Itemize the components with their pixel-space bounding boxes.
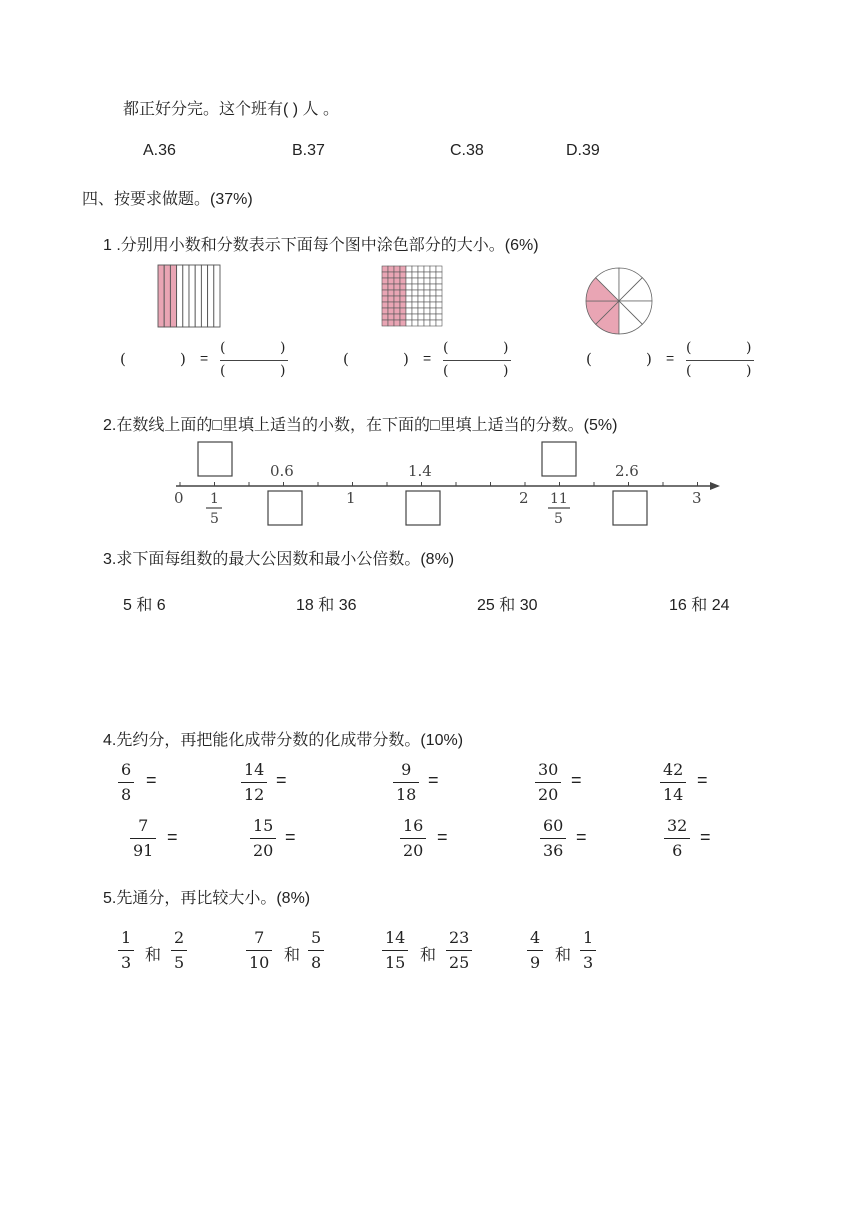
grid-cell: [424, 314, 430, 320]
decimal-box-2[interactable]: [542, 442, 576, 476]
fraction-bar: [393, 782, 419, 783]
denominator: 91: [133, 841, 154, 860]
shaded-strip: [170, 265, 176, 327]
grid-cell: [412, 302, 418, 308]
denominator-close: ): [503, 363, 509, 379]
fraction-bar: [220, 360, 288, 361]
decimal-open: (: [586, 350, 592, 368]
grid-cell: [382, 296, 388, 302]
fraction-bar: [540, 838, 566, 839]
grid-cell: [406, 320, 412, 326]
grid-cell: [418, 290, 424, 296]
prev-question-line: 都正好分完。这个班有( ) 人 。: [123, 101, 339, 118]
fraction-bar: [241, 782, 267, 783]
equals-sign: =: [146, 770, 157, 790]
denominator: 6: [672, 841, 683, 860]
grid-cell: [400, 290, 406, 296]
grid-cell: [406, 302, 412, 308]
option-a[interactable]: A.36: [143, 142, 176, 159]
denominator-open: (: [686, 363, 692, 379]
grid-cell: [400, 272, 406, 278]
fraction-bar: [443, 360, 511, 361]
grid-cell: [400, 308, 406, 314]
grid-cell: [382, 302, 388, 308]
q5-fraction-left: [246, 930, 272, 971]
numerator: 6: [121, 760, 132, 779]
q5-title: 5.先通分，再比较大小。(8%): [103, 890, 311, 907]
grid-cell: [388, 308, 394, 314]
grid-cell: [406, 278, 412, 284]
equals-sign: =: [167, 827, 178, 847]
grid-cell: [388, 296, 394, 302]
numerator: 60: [543, 816, 564, 835]
grid-cell: [406, 296, 412, 302]
label-1-4: 1.4: [408, 462, 432, 480]
grid-cell: [400, 278, 406, 284]
numerator-close: ): [280, 340, 286, 356]
q1-answer-1[interactable]: [120, 340, 290, 384]
q5-fraction-right: [446, 930, 472, 971]
grid-cell: [412, 278, 418, 284]
decimal-open: (: [343, 350, 349, 368]
denominator: 8: [121, 785, 132, 804]
q4-fraction: [393, 762, 419, 803]
grid-cell: [412, 272, 418, 278]
grid-cell: [412, 308, 418, 314]
grid-cell: [394, 266, 400, 272]
grid-cell: [424, 320, 430, 326]
grid-cell: [430, 308, 436, 314]
int-2: 2: [519, 489, 529, 507]
numerator: 30: [538, 760, 559, 779]
grid-cell: [412, 314, 418, 320]
denominator: 36: [543, 841, 564, 860]
q3-pair-1: 5 和 6: [123, 597, 166, 614]
grid-cell: [418, 296, 424, 302]
numerator: 5: [311, 928, 322, 947]
equals-sign: =: [285, 827, 296, 847]
grid-cell: [388, 272, 394, 278]
grid-cell: [436, 308, 442, 314]
decimal-open: (: [120, 350, 126, 368]
q5-fraction-right: [171, 930, 187, 971]
option-c[interactable]: C.38: [450, 142, 484, 159]
grid-cell: [436, 296, 442, 302]
grid-cell: [388, 266, 394, 272]
denominator: 12: [244, 785, 265, 804]
number-line: [170, 438, 730, 530]
numerator: 32: [667, 816, 688, 835]
grid-cell: [394, 278, 400, 284]
strip: [201, 265, 207, 327]
grid-cell: [430, 266, 436, 272]
grid-cell: [418, 272, 424, 278]
fraction-bar: [250, 838, 276, 839]
fraction-bar: [527, 950, 543, 951]
grid-cell: [430, 278, 436, 284]
denominator: 20: [253, 841, 274, 860]
grid-cell: [406, 314, 412, 320]
denominator-open: (: [220, 363, 226, 379]
fraction-bar: [246, 950, 272, 951]
numerator: 14: [385, 928, 406, 947]
grid-cell: [394, 302, 400, 308]
int-0: 0: [174, 489, 184, 507]
numerator: 1: [121, 928, 132, 947]
and-word: 和: [284, 947, 301, 964]
grid-cell: [400, 314, 406, 320]
q3-title: 3.求下面每组数的最大公因数和最小公倍数。(8%): [103, 551, 455, 568]
grid-cell: [436, 266, 442, 272]
denominator: 3: [583, 953, 594, 972]
grid-cell: [430, 296, 436, 302]
q2-title: 2.在数线上面的□里填上适当的小数，在下面的□里填上适当的分数。(5%): [103, 417, 618, 434]
grid-cell: [436, 314, 442, 320]
grid-cell: [388, 302, 394, 308]
q4-fraction: [660, 762, 686, 803]
numerator: 15: [253, 816, 274, 835]
numerator: 42: [663, 760, 684, 779]
fraction-bar: [580, 950, 596, 951]
grid-cell: [424, 302, 430, 308]
q1-figure-grid: [381, 265, 443, 329]
fraction-bar: [660, 782, 686, 783]
grid-cell: [424, 266, 430, 272]
grid-cell: [388, 290, 394, 296]
grid-cell: [436, 272, 442, 278]
q4-fraction: [250, 818, 276, 859]
grid-cell: [394, 290, 400, 296]
equals-sign: =: [428, 770, 439, 790]
grid-cell: [406, 308, 412, 314]
q1-answer-3[interactable]: [586, 340, 756, 384]
fraction-bar: [118, 950, 134, 951]
and-word: 和: [555, 947, 572, 964]
grid-cell: [436, 320, 442, 326]
q1-title: 1 .分别用小数和分数表示下面每个图中涂色部分的大小。(6%): [103, 237, 539, 254]
equals-sign: =: [666, 350, 675, 366]
denominator: 9: [530, 953, 541, 972]
q4-fraction: [535, 762, 561, 803]
numerator: 7: [254, 928, 265, 947]
strip: [208, 265, 214, 327]
fraction-box-1[interactable]: [268, 491, 302, 525]
frac2-den: 5: [554, 511, 563, 527]
fraction-bar: [400, 838, 426, 839]
fraction-bar: [118, 782, 134, 783]
int-1: 1: [346, 489, 356, 507]
denominator: 10: [249, 953, 270, 972]
denominator: 3: [121, 953, 132, 972]
grid-cell: [424, 278, 430, 284]
equals-sign: =: [700, 827, 711, 847]
grid-cell: [382, 278, 388, 284]
grid-cell: [430, 284, 436, 290]
q1-answer-2[interactable]: [343, 340, 513, 384]
numerator: 7: [138, 816, 149, 835]
q4-fraction: [130, 818, 156, 859]
grid-cell: [394, 272, 400, 278]
denominator: 25: [449, 953, 470, 972]
shaded-strip: [164, 265, 170, 327]
grid-cell: [406, 272, 412, 278]
grid-cell: [412, 320, 418, 326]
grid-cell: [418, 266, 424, 272]
denominator: 8: [311, 953, 322, 972]
int-3: 3: [692, 489, 702, 507]
grid-cell: [382, 266, 388, 272]
q5-fraction-left: [118, 930, 134, 971]
decimal-close: ): [646, 350, 652, 368]
grid-cell: [382, 290, 388, 296]
denominator: 20: [403, 841, 424, 860]
q3-pair-4: 16 和 24: [669, 597, 730, 614]
fraction-bar: [308, 950, 324, 951]
grid-cell: [394, 308, 400, 314]
grid-cell: [400, 320, 406, 326]
grid-cell: [400, 296, 406, 302]
q4-fraction: [118, 762, 134, 803]
denominator-open: (: [443, 363, 449, 379]
option-b[interactable]: B.37: [292, 142, 325, 159]
numerator: 16: [403, 816, 424, 835]
fraction-box-2[interactable]: [406, 491, 440, 525]
fraction-box-3[interactable]: [613, 491, 647, 525]
q4-fraction: [241, 762, 267, 803]
option-d[interactable]: D.39: [566, 142, 600, 159]
fraction-bar: [130, 838, 156, 839]
grid-cell: [406, 284, 412, 290]
denominator-close: ): [280, 363, 286, 379]
grid-cell: [430, 272, 436, 278]
grid-cell: [418, 278, 424, 284]
grid-cell: [394, 314, 400, 320]
label-0-6: 0.6: [270, 462, 294, 480]
grid-cell: [418, 284, 424, 290]
numerator: 9: [401, 760, 412, 779]
q5-fraction-left: [527, 930, 543, 971]
grid-cell: [382, 308, 388, 314]
equals-sign: =: [571, 770, 582, 790]
denominator: 20: [538, 785, 559, 804]
grid-cell: [424, 272, 430, 278]
denominator: 5: [174, 953, 185, 972]
equals-sign: =: [437, 827, 448, 847]
decimal-close: ): [180, 350, 186, 368]
frac1-den: 5: [210, 511, 219, 527]
equals-sign: =: [200, 350, 209, 366]
and-word: 和: [145, 947, 162, 964]
strip: [189, 265, 195, 327]
numerator: 4: [530, 928, 541, 947]
fraction-bar: [664, 838, 690, 839]
equals-sign: =: [276, 770, 287, 790]
grid-cell: [382, 314, 388, 320]
numerator: 14: [244, 760, 265, 779]
equals-sign: =: [697, 770, 708, 790]
denominator: 15: [385, 953, 406, 972]
numerator-open: (: [220, 340, 226, 356]
denominator: 14: [663, 785, 684, 804]
numerator: 1: [583, 928, 594, 947]
equals-sign: =: [423, 350, 432, 366]
q1-figure-circle: [584, 266, 654, 336]
grid-cell: [388, 278, 394, 284]
grid-cell: [424, 308, 430, 314]
fraction-bar: [686, 360, 754, 361]
numerator: 2: [174, 928, 185, 947]
frac1-num: 1: [210, 491, 219, 507]
grid-cell: [430, 290, 436, 296]
q4-fraction: [540, 818, 566, 859]
grid-cell: [436, 284, 442, 290]
grid-cell: [388, 314, 394, 320]
q3-pair-2: 18 和 36: [296, 597, 357, 614]
grid-cell: [406, 290, 412, 296]
grid-cell: [424, 284, 430, 290]
grid-cell: [382, 320, 388, 326]
grid-cell: [418, 314, 424, 320]
grid-cell: [418, 320, 424, 326]
fraction-bar: [382, 950, 408, 951]
grid-cell: [424, 296, 430, 302]
numerator-close: ): [503, 340, 509, 356]
q5-fraction-left: [382, 930, 408, 971]
q4-fraction: [664, 818, 690, 859]
q3-pair-3: 25 和 30: [477, 597, 538, 614]
strip: [195, 265, 201, 327]
grid-cell: [388, 320, 394, 326]
grid-cell: [406, 266, 412, 272]
strip: [214, 265, 220, 327]
decimal-box-1[interactable]: [198, 442, 232, 476]
grid-cell: [400, 284, 406, 290]
q5-fraction-right: [308, 930, 324, 971]
grid-cell: [430, 314, 436, 320]
denominator-close: ): [746, 363, 752, 379]
numerator-open: (: [443, 340, 449, 356]
fraction-bar: [171, 950, 187, 951]
label-2-6: 2.6: [615, 462, 639, 480]
grid-cell: [412, 284, 418, 290]
q5-fraction-right: [580, 930, 596, 971]
grid-cell: [430, 320, 436, 326]
grid-cell: [388, 284, 394, 290]
grid-cell: [424, 290, 430, 296]
decimal-close: ): [403, 350, 409, 368]
grid-cell: [412, 296, 418, 302]
q1-figure-strips: [156, 264, 222, 328]
numerator-open: (: [686, 340, 692, 356]
grid-cell: [436, 302, 442, 308]
fraction-bar: [446, 950, 472, 951]
frac2-num: 11: [550, 491, 568, 507]
grid-cell: [436, 290, 442, 296]
grid-cell: [382, 284, 388, 290]
numerator-close: ): [746, 340, 752, 356]
numerator: 23: [449, 928, 470, 947]
grid-cell: [430, 302, 436, 308]
strip: [177, 265, 183, 327]
equals-sign: =: [576, 827, 587, 847]
grid-cell: [400, 266, 406, 272]
q4-fraction: [400, 818, 426, 859]
grid-cell: [418, 308, 424, 314]
grid-cell: [394, 320, 400, 326]
denominator: 18: [396, 785, 417, 804]
grid-cell: [394, 296, 400, 302]
grid-cell: [418, 302, 424, 308]
grid-cell: [436, 278, 442, 284]
q4-title: 4.先约分，再把能化成带分数的化成带分数。(10%): [103, 732, 464, 749]
shaded-strip: [158, 265, 164, 327]
grid-cell: [412, 266, 418, 272]
strip: [183, 265, 189, 327]
grid-cell: [382, 272, 388, 278]
and-word: 和: [420, 947, 437, 964]
fraction-bar: [535, 782, 561, 783]
grid-cell: [412, 290, 418, 296]
grid-cell: [394, 284, 400, 290]
grid-cell: [400, 302, 406, 308]
section-heading: 四、按要求做题。(37%): [82, 191, 253, 208]
